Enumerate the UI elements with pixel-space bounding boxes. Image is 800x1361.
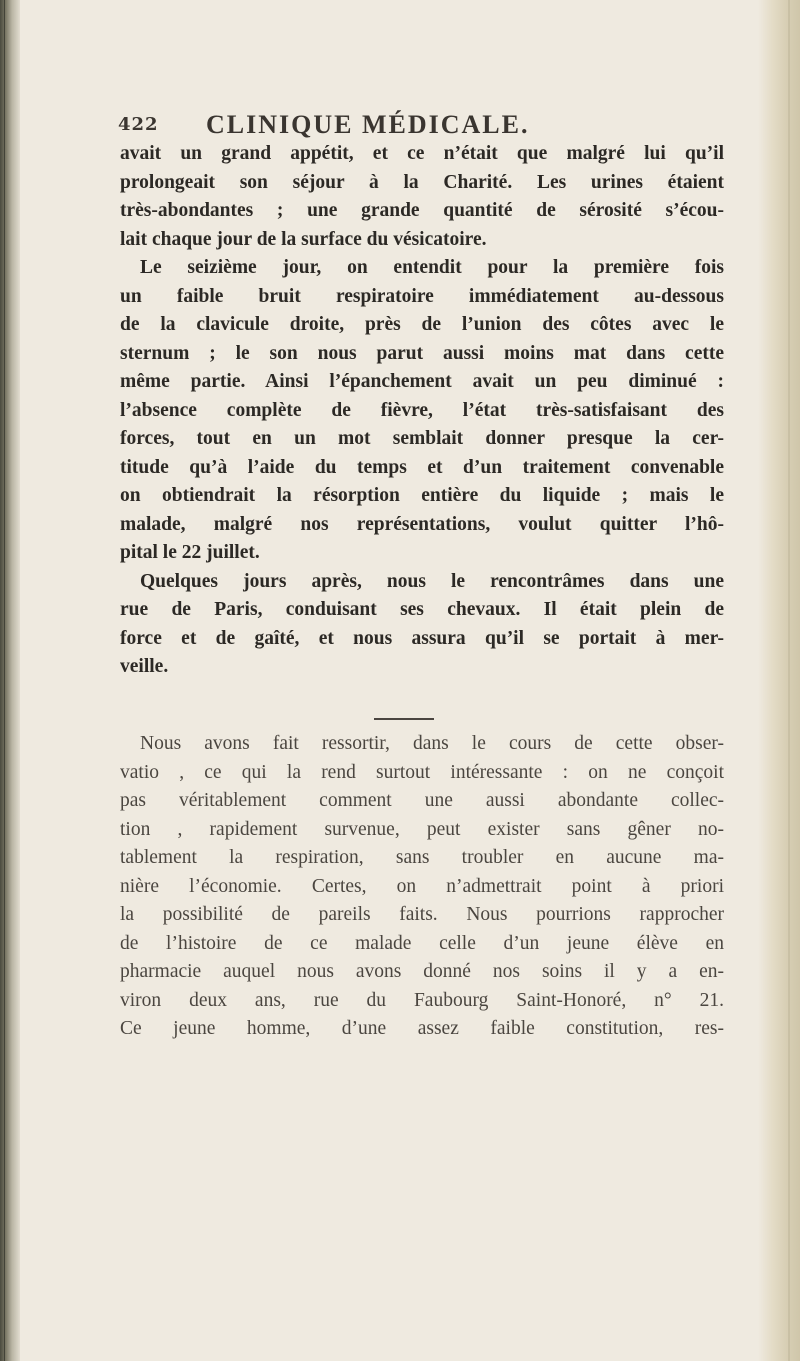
text-line: nière l’économie. Certes, on n’admettrait point à priori bbox=[120, 875, 724, 897]
text-line: vatio , ce qui la rend surtout intéressante : on ne conçoit bbox=[120, 761, 724, 783]
page-edge-shadow bbox=[758, 0, 800, 1361]
text-line: la possibilité de pareils faits. Nous pourrions rapprocher bbox=[120, 904, 724, 925]
text-line: sternum ; le son nous parut aussi moins mat dans cette bbox=[120, 342, 724, 364]
gutter-line bbox=[4, 0, 5, 1361]
text-line: de l’histoire de ce malade celle d’un jeune élève en bbox=[120, 932, 724, 954]
text-line: malade, malgré nos représentations, voulut quitter l’hô- bbox=[120, 513, 724, 535]
text-line: avait un grand appétit, et ce n’était que malgré lui qu’il bbox=[120, 143, 724, 164]
text-line: très-abondantes ; une grande quantité de sérosité s’écou- bbox=[120, 200, 724, 221]
text-line: tablement la respiration, sans troubler en aucune ma- bbox=[120, 847, 724, 868]
text-line: de la clavicule droite, près de l’union des côtes avec le bbox=[120, 314, 724, 335]
text-line: Nous avons fait ressortir, dans le cours de cette obser- bbox=[140, 733, 724, 754]
paragraph-block-case-narrative bbox=[120, 140, 724, 682]
text-line: lait chaque jour de la surface du vésicatoire. bbox=[120, 228, 487, 250]
text-line: tion , rapidement survenue, peut exister sans gêner no- bbox=[120, 818, 724, 840]
text-line: Le seizième jour, on entendit pour la première fois bbox=[140, 257, 724, 278]
text-line: veille. bbox=[120, 656, 169, 677]
page-gutter bbox=[0, 0, 20, 1361]
text-line: l’absence complète de fièvre, l’état très-satisfaisant des bbox=[120, 399, 724, 421]
text-line: force et de gaîté, et nous assura qu’il se portait à mer- bbox=[120, 627, 724, 649]
text-line: on obtiendrait la résorption entière du liquide ; mais le bbox=[120, 485, 724, 506]
text-line: un faible bruit respiratoire immédiatement au-dessous bbox=[120, 285, 724, 307]
text-line: Quelques jours après, nous le rencontrâmes dans une bbox=[140, 570, 724, 592]
section-separator-rule bbox=[374, 718, 434, 720]
text-line: même partie. Ainsi l’épanchement avait un peu diminué : bbox=[120, 371, 724, 392]
text-line: rue de Paris, conduisant ses chevaux. Il était plein de bbox=[120, 599, 724, 620]
page-number: 422 bbox=[118, 114, 159, 135]
running-title: CLINIQUE MÉDICALE. bbox=[206, 110, 530, 139]
text-line: titude qu’à l’aide du temps et d’un traitement convenable bbox=[120, 456, 724, 478]
text-line: prolongeait son séjour à la Charité. Les urines étaient bbox=[120, 171, 724, 193]
paragraph-block-commentary bbox=[120, 730, 724, 1044]
text-line: forces, tout en un mot semblait donner presque la cer- bbox=[120, 428, 724, 449]
text-line: Ce jeune homme, d’une assez faible constitution, res- bbox=[120, 1018, 724, 1039]
text-line: viron deux ans, rue du Faubourg Saint-Honoré, n° 21. bbox=[120, 989, 724, 1011]
page-edge-line bbox=[788, 0, 790, 1361]
text-line: pital le 22 juillet. bbox=[120, 542, 260, 563]
text-line: pharmacie auquel nous avons donné nos soins il y a en- bbox=[120, 961, 724, 982]
text-line: pas véritablement comment une aussi abondante collec- bbox=[120, 790, 724, 811]
